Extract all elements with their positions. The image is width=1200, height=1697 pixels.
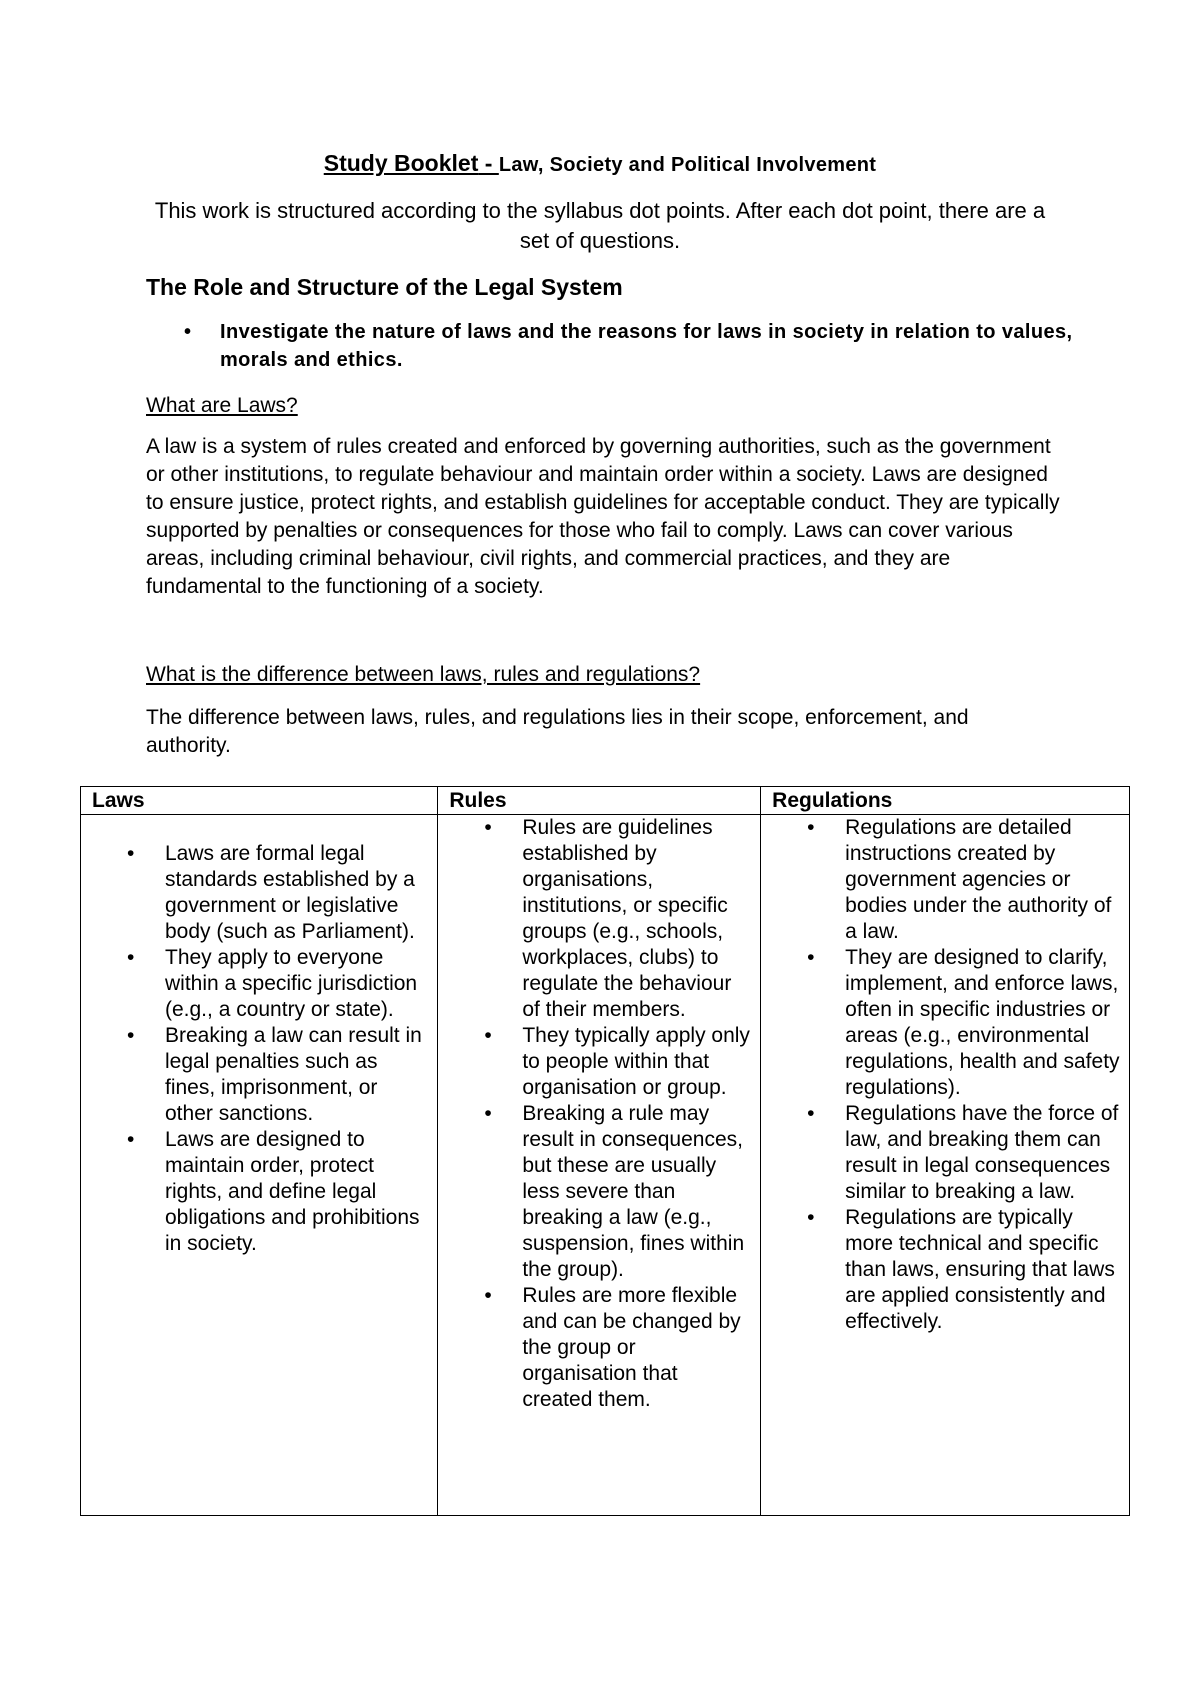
title-main: Study Booklet — [323, 150, 479, 176]
intro-text: This work is structured according to the syllabus dot points. After each dot point, there are a set of questions. — [154, 198, 1046, 253]
list-item: • They apply to everyone within a specific jurisdiction (e.g., a country or state). — [81, 945, 437, 1023]
answer-what-are-laws: A law is a system of rules created and enforced by governing authorities, such as the government or other institutions, to regulate behaviour and maintain order within a society. Laws are designed to ensure justice, protect rights, and establish guidelines for acceptable conduct. They are typically supported by penalties or consequences for those who fail to comply. Laws can cover various areas, including criminal behaviour, civil rights, and commercial practices, and they are fundamental to the functioning of a society. — [146, 435, 1060, 598]
regulations-cell — [761, 815, 1130, 1516]
dot-point-item: • Investigate the nature of laws and the reasons for laws in society in relation to values, morals and ethics. — [178, 318, 1078, 374]
document-title — [0, 148, 1200, 180]
section-heading: The Role and Structure of the Legal System — [146, 274, 623, 300]
title-subtitle: Law, Society and Political Involvement — [498, 154, 877, 176]
list-item: • Rules are more flexible and can be changed by the group or organisation that created them. — [438, 1283, 760, 1413]
syllabus-dot-point — [178, 318, 1078, 374]
list-item: • Rules are guidelines established by organisations, institutions, or specific groups (e.g., schools, workplaces, clubs) to regulate the behaviour of their members. — [438, 815, 760, 1023]
answer-laws-rules-regulations: The difference between laws, rules, and regulations lies in their scope, enforcement, and authority. — [146, 706, 969, 757]
rules-list — [438, 815, 760, 1413]
regulations-list — [761, 815, 1129, 1335]
list-item: • Breaking a law can result in legal penalties such as fines, imprisonment, or other sanctions. — [81, 1023, 437, 1127]
table-header-row — [81, 787, 1130, 815]
list-item: • Regulations are typically more technical and specific than laws, ensuring that laws are applied consistently and effectively. — [761, 1205, 1129, 1335]
header-regulations: Regulations — [761, 787, 1130, 815]
list-item: • Laws are designed to maintain order, protect rights, and define legal obligations and prohibitions in society. — [81, 1127, 437, 1257]
list-item: • Breaking a rule may result in consequences, but these are usually less severe than breaking a law (e.g., suspension, fines within the group). — [438, 1101, 760, 1283]
laws-list — [81, 815, 437, 1257]
list-item: • Laws are formal legal standards established by a government or legislative body (such as Parliament). — [81, 841, 437, 945]
table-row — [81, 815, 1130, 1516]
question-laws-rules-regulations: What is the difference between laws, rules and regulations? — [146, 663, 701, 686]
comparison-table — [80, 786, 1130, 1516]
list-item: • They typically apply only to people within that organisation or group. — [438, 1023, 760, 1101]
title-separator: - — [478, 150, 499, 176]
list-item: • Regulations have the force of law, and breaking them can result in legal consequences similar to breaking a law. — [761, 1101, 1129, 1205]
header-rules: Rules — [438, 787, 761, 815]
rules-cell — [438, 815, 761, 1516]
list-item: • Regulations are detailed instructions created by government agencies or bodies under the authority of a law. — [761, 815, 1129, 945]
question-what-are-laws: What are Laws? — [146, 394, 298, 417]
laws-cell — [81, 815, 438, 1516]
list-item: • They are designed to clarify, implement, and enforce laws, often in specific industries or areas (e.g., environmental regulations, health and safety regulations). — [761, 945, 1129, 1101]
header-laws: Laws — [81, 787, 438, 815]
